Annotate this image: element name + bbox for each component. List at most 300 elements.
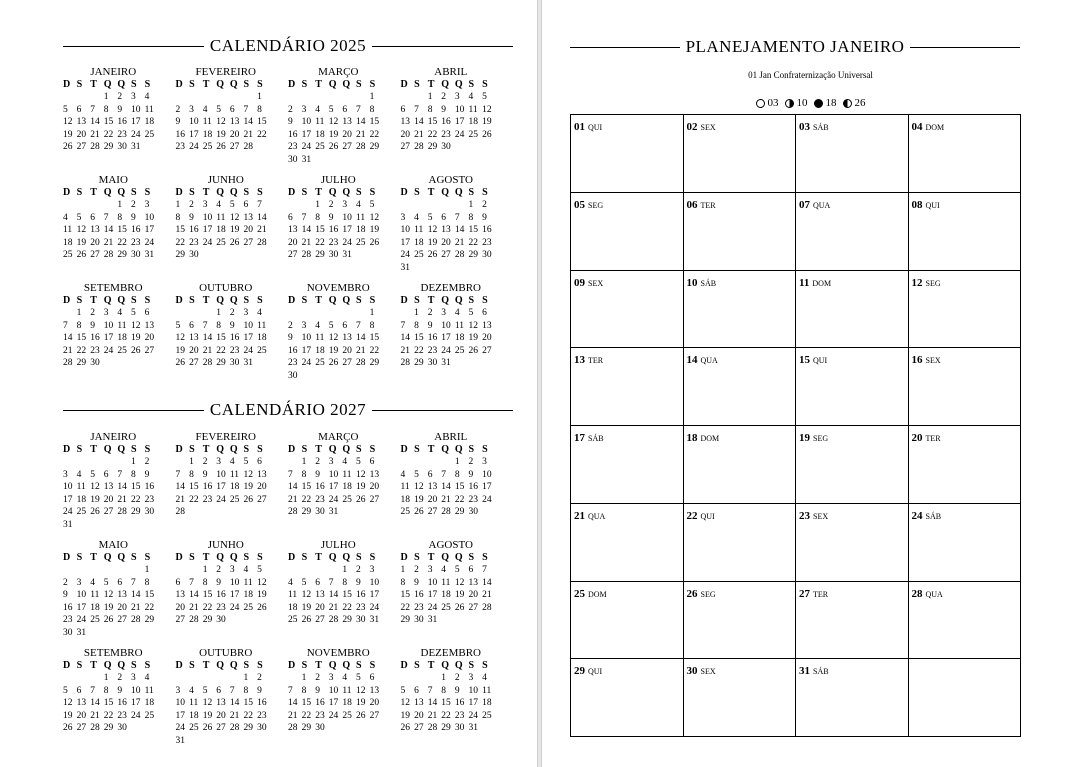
day-number: 1 [103,673,109,683]
weekday-letter: T [315,444,322,455]
moon-last-quarter-icon [843,99,852,108]
day-number: 30 [189,250,199,260]
weekday-letter: S [355,295,362,306]
day-number: 5 [328,104,334,115]
day-number: 5 [427,212,433,223]
weekday-letter: S [130,187,137,198]
month-block [63,647,176,755]
day-number: 31 [243,358,253,368]
day-number: 12 [414,482,424,492]
day-number: 12 [355,469,366,480]
day-blank [441,456,455,469]
day-number: 27 [288,250,298,260]
day-number: 26 [414,507,424,517]
month-name: NOVEMBRO [306,647,370,659]
day-number: 29 [76,358,87,368]
day-number: 11 [257,320,267,331]
day-number: 16 [288,345,298,356]
day-number: 3 [189,104,194,115]
month-block [401,174,514,282]
day-number: 17 [175,710,185,721]
weekday-letter: T [90,187,97,198]
day-number: 21 [90,129,100,140]
day-number: 2 [117,673,123,683]
day-number: 5 [257,565,262,575]
weekday-letter: S [301,660,308,671]
weekday-letter: S [355,552,362,563]
day-number: 4 [288,577,293,588]
day-number: 16 [441,117,451,127]
day-number: 6 [103,469,109,480]
day-number: 21 [103,237,114,248]
day-blank [302,307,316,320]
day-number: 13 [441,225,451,235]
weekday-letter: T [90,444,97,455]
day-number: 5 [482,92,487,102]
weekday-letter: Q [229,187,238,198]
day-number: 18 [355,225,366,235]
moon-date: 26 [854,97,866,109]
day-number: 17 [301,129,312,140]
weekday-letter: S [76,295,83,306]
weekday-letter: Q [103,660,112,671]
day-blank [288,307,302,320]
day-number: 9 [117,104,123,115]
weekday-letter: Q [441,295,450,306]
weekday-letter: S [130,295,137,306]
day-number: 4 [355,200,361,210]
day-number: 16 [130,225,141,235]
day-number: 10 [103,320,114,331]
month-block [288,66,401,174]
day-number: 8 [144,577,150,588]
day-number: 12 [90,482,100,492]
day-number: 3 [301,320,307,331]
day-number: 18 [414,237,424,248]
day-number: 30 [288,370,298,381]
day-number: 22 [243,710,253,721]
day-number: 31 [144,250,155,260]
day-number: 5 [103,577,109,588]
day-number: 5 [468,308,474,318]
day-number: 28 [63,358,73,368]
day-number: 3 [441,308,447,318]
day-number: 23 [117,710,127,721]
weekday-letter: Q [103,79,112,90]
day-number: 21 [482,590,492,600]
day-cell-number: 28 [911,587,923,600]
day-number: 2 [175,104,181,115]
day-number: 7 [63,320,68,331]
day-grid [176,564,289,627]
day-number: 20 [144,333,155,343]
year-title-text: CALENDÁRIO 2027 [209,400,367,419]
weekday-letter: S [189,444,195,455]
day-blank [104,199,118,212]
day-number: 21 [130,602,141,613]
weekday-header [176,295,289,307]
day-number: 27 [441,250,451,260]
day-number: 10 [144,212,155,223]
weekday-letter: Q [441,79,450,90]
day-number: 21 [229,710,240,721]
day-blank [288,564,302,577]
day-number: 12 [229,212,240,223]
weekday-letter: Q [342,79,351,90]
day-grid [288,307,401,382]
day-number: 3 [454,92,460,102]
day-number: 7 [243,104,249,115]
day-blank [356,91,370,104]
month-block [176,174,289,282]
day-number: 4 [441,565,447,575]
day-number: 30 [441,142,451,152]
month-name: SETEMBRO [83,282,143,294]
day-number: 23 [441,129,451,140]
day-number: 23 [175,142,185,152]
day-number: 15 [117,225,127,235]
day-number: 25 [144,710,155,721]
day-number: 13 [468,577,478,588]
day-number: 11 [144,685,154,696]
day-number: 2 [216,565,222,575]
day-number: 6 [144,308,150,318]
month-name: OUTUBRO [199,647,253,659]
weekday-letter: S [414,552,420,563]
day-number: 8 [76,320,82,331]
day-number: 13 [288,225,298,235]
day-blank [63,456,77,469]
day-number: 23 [63,615,73,625]
weekday-letter: Q [454,79,463,90]
day-number: 18 [482,698,492,708]
day-cell [571,504,684,582]
day-number: 5 [63,104,68,115]
day-number: 25 [90,615,100,625]
day-cell-weekday: SEX [588,278,604,288]
weekday-header [288,552,401,564]
day-number: 12 [328,333,339,343]
day-number: 31 [400,262,410,273]
day-number: 14 [328,590,339,600]
day-number: 2 [454,673,460,683]
day-number: 2 [130,200,136,210]
day-number: 18 [342,698,352,708]
day-number: 25 [468,129,478,140]
day-number: 26 [243,494,253,505]
day-number: 26 [202,723,213,733]
weekday-letter: T [202,295,210,306]
moon-full-icon [814,99,823,108]
day-blank [189,564,203,577]
day-number: 3 [243,308,249,318]
day-number: 20 [229,129,240,140]
day-blank [342,307,356,320]
day-number: 10 [189,117,199,127]
day-number: 18 [144,117,155,127]
day-number: 6 [427,469,433,480]
day-number: 6 [342,320,348,331]
day-number: 1 [202,565,208,575]
weekday-letter: S [144,552,151,563]
day-number: 30 [257,723,267,733]
day-number: 4 [189,685,194,696]
day-number: 6 [189,320,194,331]
day-number: 13 [76,117,87,127]
day-number: 13 [144,320,155,331]
day-number: 28 [117,507,127,517]
day-number: 2 [441,92,447,102]
day-cell-weekday: QUI [588,123,603,132]
day-number: 19 [482,117,492,127]
day-number: 17 [328,482,339,492]
day-number: 10 [369,577,380,588]
day-number: 23 [468,494,478,505]
day-cell-weekday: DOM [812,278,832,288]
day-number: 8 [369,320,375,331]
day-cell-number: 24 [911,509,923,522]
day-number: 28 [90,723,100,733]
day-number: 19 [468,333,478,343]
day-number: 16 [427,333,438,343]
day-number: 2 [414,565,419,575]
weekday-letter: S [189,187,195,198]
day-number: 26 [328,358,339,368]
weekday-letter: S [257,79,263,90]
weekday-letter: S [369,660,376,671]
day-number: 30 [315,507,325,517]
weekday-letter: Q [454,660,463,671]
day-number: 4 [454,308,460,318]
day-blank [288,672,302,685]
day-number: 18 [216,225,226,235]
day-number: 26 [328,142,339,152]
day-cell-number: 31 [799,665,810,678]
moon-phase [843,97,866,109]
month-name: OUTUBRO [199,282,253,294]
day-number: 1 [216,308,222,318]
weekday-header [63,444,176,456]
day-number: 2 [257,673,262,683]
day-number: 22 [468,237,478,248]
day-number: 14 [454,225,465,235]
day-number: 2 [144,457,150,467]
day-number: 16 [189,225,199,235]
day-number: 18 [76,494,87,505]
day-number: 8 [427,104,433,115]
day-number: 4 [315,320,320,331]
day-cell-weekday: SÁB [588,434,604,443]
day-number: 5 [400,685,406,696]
day-number: 10 [63,482,73,492]
day-number: 8 [414,320,419,331]
day-cell-number: 21 [574,509,585,522]
day-cell-weekday: TER [925,434,941,443]
day-number: 18 [257,333,267,343]
day-number: 18 [400,494,410,505]
weekday-letter: T [202,187,210,198]
weekday-letter: Q [454,187,463,198]
day-number: 31 [468,723,478,733]
weekday-header [288,660,401,672]
day-number: 11 [229,469,240,480]
month-name: NOVEMBRO [306,282,370,294]
day-number: 24 [216,494,226,505]
day-number: 23 [328,237,339,248]
day-number: 12 [400,698,410,708]
day-number: 12 [454,577,465,588]
moon-date: 10 [796,97,808,109]
day-number: 27 [76,723,87,733]
month-block [288,539,401,647]
day-number: 24 [328,710,339,721]
day-number: 26 [63,723,73,733]
day-number: 6 [468,565,474,575]
weekday-letter: Q [216,187,225,198]
day-number: 26 [468,345,478,356]
day-number: 7 [130,577,136,588]
weekday-header [401,552,514,564]
day-cell-number: 06 [686,198,698,211]
day-number: 18 [315,129,325,140]
day-number: 3 [229,565,235,575]
holiday-note: 01 Jan Confraternização Universal [748,70,873,80]
weekday-letter: Q [441,552,450,563]
day-cell [684,348,797,426]
day-number: 14 [63,333,73,343]
day-number: 26 [257,602,267,613]
day-number: 16 [216,590,226,600]
day-number: 9 [355,577,361,588]
day-number: 1 [257,92,262,102]
day-number: 14 [288,698,298,708]
day-number: 5 [216,104,222,115]
day-number: 13 [90,225,100,235]
day-number: 21 [175,494,185,505]
weekday-letter: S [369,552,376,563]
day-number: 18 [315,345,325,356]
moon-phase [785,97,808,109]
day-number: 6 [482,308,487,318]
day-number: 12 [175,333,185,343]
day-number: 28 [400,358,410,368]
day-number: 23 [144,494,155,505]
day-number: 5 [414,469,419,480]
weekday-letter: Q [342,660,351,671]
day-number: 14 [130,590,141,600]
day-number: 10 [482,469,492,480]
month-name: JUNHO [207,174,244,186]
day-number: 14 [103,225,114,235]
day-number: 9 [482,212,487,223]
day-number: 2 [117,92,123,102]
day-cell-number: 20 [911,432,923,444]
day-number: 7 [454,212,460,223]
day-number: 24 [301,358,312,368]
weekday-letter: S [414,444,420,455]
day-number: 4 [63,212,68,223]
day-number: 15 [369,117,380,127]
day-number: 11 [144,104,154,115]
day-number: 24 [342,237,352,248]
day-number: 28 [355,358,366,368]
day-number: 23 [229,345,240,356]
day-number: 31 [328,507,339,517]
day-number: 10 [441,320,451,331]
day-number: 7 [355,104,361,115]
day-number: 11 [355,212,366,223]
day-cell [909,504,1022,582]
day-number: 19 [90,494,100,505]
day-number: 24 [202,237,213,248]
month-block [288,174,401,282]
day-number: 12 [202,698,213,708]
day-cell-number: 02 [686,121,698,133]
day-blank [117,564,131,577]
day-number: 8 [103,685,109,696]
day-blank [90,199,104,212]
day-grid [288,456,401,519]
day-number: 31 [369,615,380,625]
day-number: 9 [468,469,474,480]
day-number: 26 [427,250,438,260]
day-number: 29 [216,358,226,368]
day-number: 7 [288,685,293,696]
moon-date: 03 [767,97,779,109]
weekday-letter: T [202,660,210,671]
day-number: 27 [189,358,199,368]
day-blank [203,307,217,320]
day-number: 21 [288,494,298,505]
day-number: 7 [328,577,334,588]
day-number: 24 [63,507,73,517]
day-number: 14 [355,333,366,343]
day-number: 7 [441,469,447,480]
day-number: 4 [90,577,95,588]
day-blank [90,672,104,685]
weekday-letter: D [400,187,408,198]
day-number: 24 [301,142,312,152]
day-number: 5 [63,685,68,696]
day-blank [77,91,91,104]
day-cell-number: 16 [911,354,923,367]
day-number: 19 [454,590,465,600]
day-number: 4 [482,673,487,683]
day-number: 12 [103,590,114,600]
day-number: 30 [117,723,127,733]
day-number: 6 [315,577,320,588]
day-number: 6 [243,200,249,210]
weekday-letter: Q [328,552,337,563]
weekday-letter: Q [342,295,351,306]
day-number: 29 [369,358,380,368]
weekday-header [176,187,289,199]
day-cell-number: 11 [799,276,810,289]
day-number: 15 [243,698,253,708]
weekday-letter: Q [229,79,238,90]
day-number: 11 [454,320,465,331]
day-number: 10 [216,469,226,480]
day-cell-number: 10 [686,276,698,289]
month-name: MAIO [98,539,128,551]
day-number: 21 [441,494,451,505]
weekday-header [63,660,176,672]
day-number: 10 [229,577,240,588]
day-number: 22 [117,237,127,248]
day-number: 29 [441,723,451,733]
day-cell-weekday: QUI [925,200,940,210]
day-number: 1 [441,673,447,683]
